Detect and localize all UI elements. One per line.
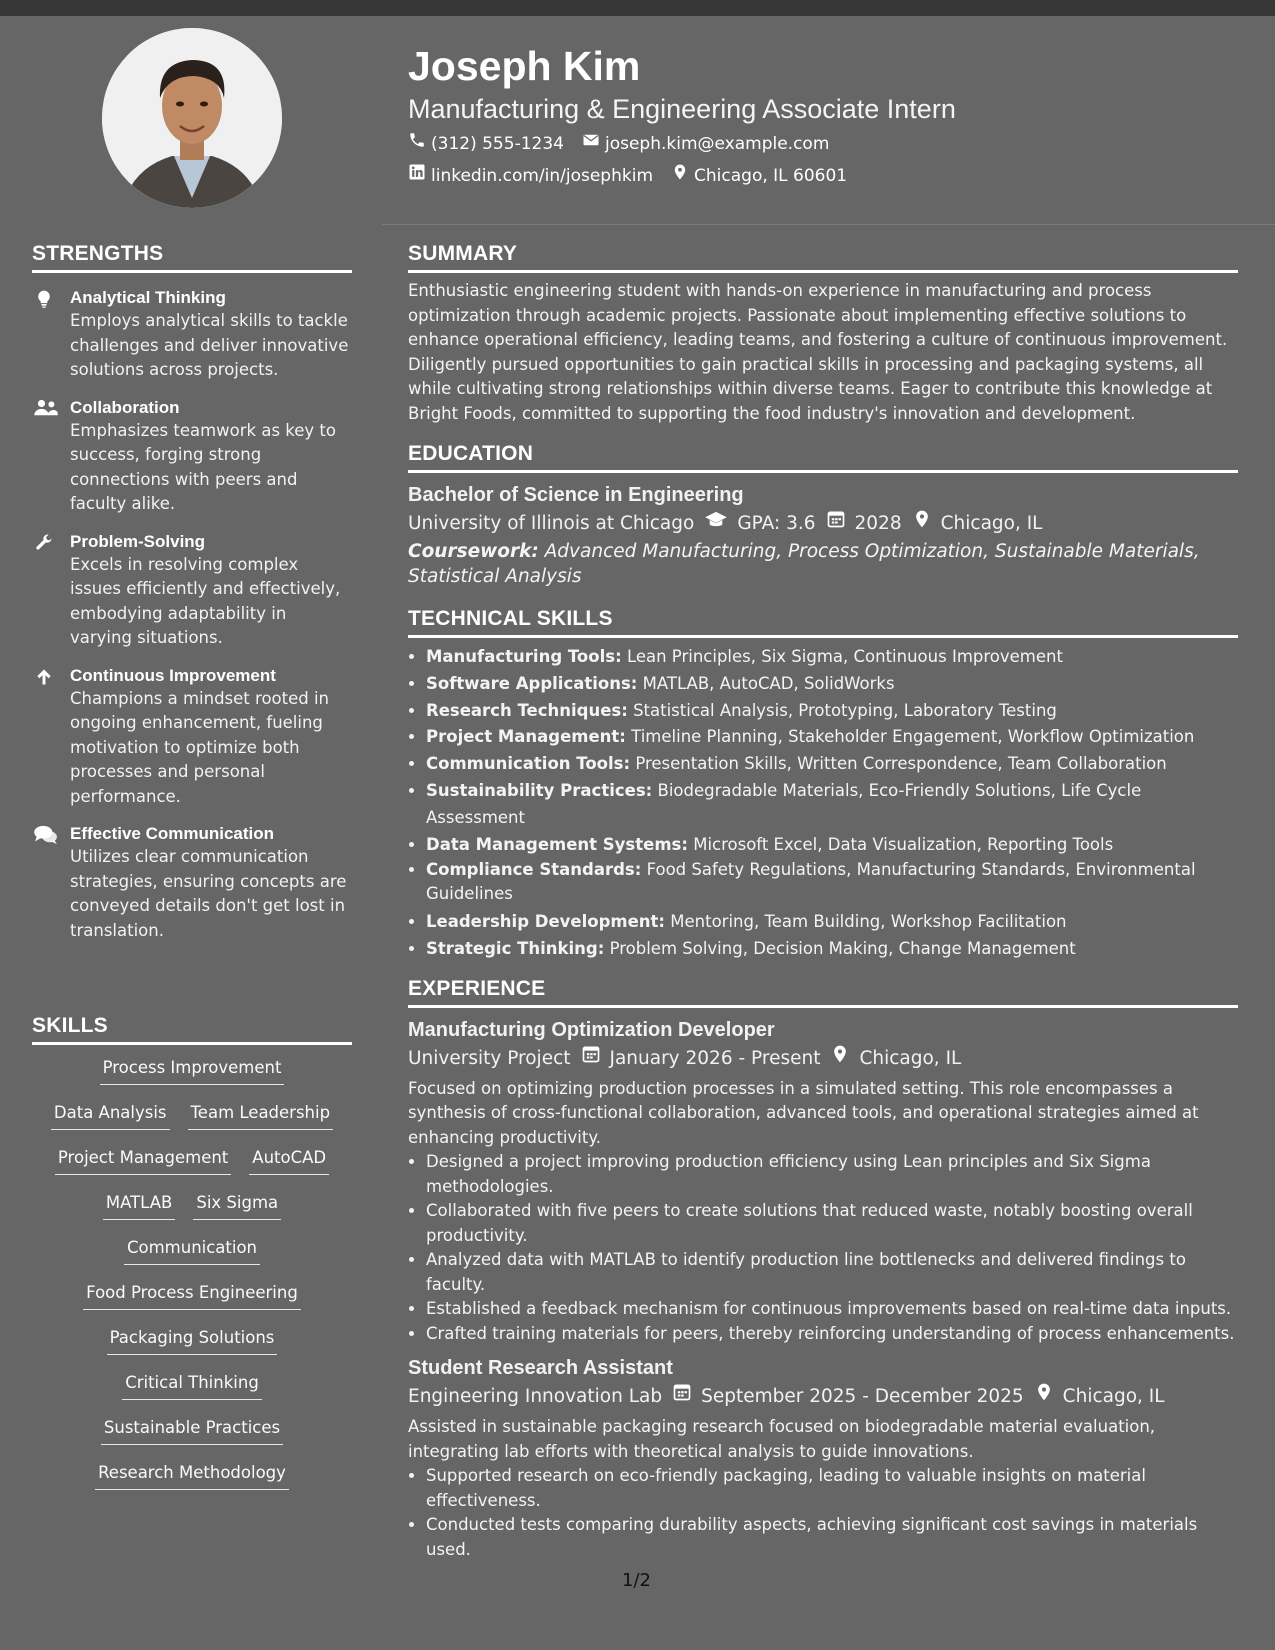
skill-tag: MATLAB	[103, 1190, 176, 1220]
skill-tag: Data Analysis	[51, 1100, 170, 1130]
map-pin-icon	[671, 160, 689, 192]
job-org: University Project	[408, 1047, 571, 1069]
education-section	[408, 442, 1238, 589]
graduation-year: 2028	[854, 513, 902, 534]
job-location: Chicago, IL	[1062, 1386, 1165, 1408]
gpa: GPA: 3.6	[737, 513, 816, 534]
email-contact[interactable]	[582, 128, 829, 160]
degree-title: Bachelor of Science in Engineering	[408, 484, 744, 506]
skills-section	[32, 1014, 352, 1505]
skill-tag: Project Management	[55, 1145, 231, 1175]
job-entry	[408, 1354, 1238, 1562]
phone-contact	[408, 128, 564, 160]
calendar-icon	[672, 1382, 692, 1412]
technical-skills-section	[408, 607, 1238, 963]
email-text[interactable]: joseph.kim@example.com	[604, 134, 830, 154]
education-meta	[408, 509, 1238, 539]
job-desc: Assisted in sustainable packaging research focused on biodegradable material evaluation, integrating lab efforts with theoretical analysis to guide innovations.	[408, 1417, 1156, 1461]
users-icon	[34, 399, 56, 421]
list-item: • Project Management: Timeline Planning, Stakeholder Engagement, Workflow Optimization	[426, 724, 1238, 751]
list-item: • Collaborated with five peers to create solutions that reduced waste, notably boosting overall productivity.	[426, 1199, 1238, 1248]
coursework-list: Advanced Manufacturing, Process Optimization, Sustainable Materials, Statistical Analysis	[408, 541, 1200, 587]
linkedin-contact[interactable]	[408, 160, 653, 192]
lightbulb-icon	[34, 289, 56, 311]
skill-tag: Sustainable Practices	[101, 1415, 283, 1445]
contact-row-1	[408, 128, 1238, 160]
map-pin-icon	[912, 509, 932, 539]
skill-tag: Team Leadership	[188, 1100, 334, 1130]
list-item: • Communication Tools: Presentation Skills, Written Correspondence, Team Collaboration	[426, 751, 1238, 778]
location-contact	[671, 160, 847, 192]
list-item: • Software Applications: MATLAB, AutoCAD, SolidWorks	[426, 671, 1238, 698]
linkedin-text[interactable]: linkedin.com/in/josephkim	[431, 166, 654, 186]
strength-title: Effective Communication	[70, 824, 275, 843]
skill-tags	[32, 1055, 352, 1505]
summary-text: Enthusiastic engineering student with hands-on experience in manufacturing and process optimization through academic projects. Passionate about implementing effective solutions to enhance operational efficiency, leading teams, and fostering a culture of continuous improvement. Diligently pursued opportunities to gain practical skills in processing and packaging systems, all while cultivating strong relationships within diverse teams. Eager to contribute this knowledge at Bright Foods, committed to supporting the food industry's innovation and development.	[408, 281, 1228, 423]
calendar-icon	[826, 509, 846, 539]
job-meta	[408, 1044, 1238, 1074]
summary-title: SUMMARY	[408, 242, 1238, 273]
strengths-title: STRENGTHS	[32, 242, 352, 273]
strength-item	[32, 665, 352, 810]
skill-tag: Critical Thinking	[122, 1370, 262, 1400]
strength-item	[32, 397, 352, 517]
strength-title: Problem-Solving	[70, 531, 206, 551]
strength-desc: Excels in resolving complex issues efficiently and effectively, embodying adaptability in varying situations.	[70, 554, 341, 647]
header-divider	[382, 224, 1275, 225]
skill-tag: AutoCAD	[249, 1145, 329, 1175]
strength-item	[32, 531, 352, 651]
comments-icon	[34, 825, 56, 847]
coursework-label: Coursework:	[408, 541, 539, 562]
education-title: EDUCATION	[408, 442, 1238, 473]
list-item: • Sustainability Practices: Biodegradable Materials, Eco-Friendly Solutions, Life Cycle Assessment	[426, 778, 1238, 832]
strength-title: Analytical Thinking	[70, 288, 226, 307]
coursework	[408, 539, 1238, 589]
technical-skills-list	[408, 644, 1238, 963]
job-bullets	[408, 1150, 1238, 1346]
candidate-name: Joseph Kim	[408, 43, 641, 89]
list-item: • Established a feedback mechanism for continuous improvements based on real-time data inputs.	[426, 1297, 1238, 1322]
list-item: • Supported research on eco-friendly packaging, leading to valuable insights on material effectiveness.	[426, 1464, 1238, 1513]
skill-tag: Process Improvement	[100, 1055, 285, 1085]
job-location: Chicago, IL	[859, 1047, 962, 1069]
strengths-section	[32, 242, 352, 943]
job-dates: September 2025 - December 2025	[701, 1386, 1024, 1408]
school-location: Chicago, IL	[940, 513, 1043, 534]
location-text: Chicago, IL 60601	[694, 166, 848, 186]
list-item: • Analyzed data with MATLAB to identify production line bottlenecks and delivered findings to faculty.	[426, 1248, 1238, 1297]
job-org: Engineering Innovation Lab	[408, 1386, 663, 1408]
job-title: Manufacturing Optimization Developer	[408, 1018, 775, 1041]
list-item: • Conducted tests comparing durability aspects, achieving significant cost savings in materials used.	[426, 1513, 1238, 1562]
resume-header	[408, 40, 1238, 192]
experience-title: EXPERIENCE	[408, 977, 1238, 1008]
school-name: University of Illinois at Chicago	[408, 513, 695, 534]
technical-skills-title: TECHNICAL SKILLS	[408, 607, 1238, 638]
list-item: • Strategic Thinking: Problem Solving, Decision Making, Change Management	[426, 936, 1238, 963]
map-pin-icon	[1034, 1382, 1054, 1412]
list-item: • Compliance Standards: Food Safety Regulations, Manufacturing Standards, Environmental Guidelines	[426, 858, 1238, 909]
list-item: • Leadership Development: Mentoring, Team Building, Workshop Facilitation	[426, 909, 1238, 936]
summary-section	[408, 242, 1238, 426]
job-title: Student Research Assistant	[408, 1357, 673, 1380]
envelope-icon	[582, 128, 600, 160]
top-bar	[0, 0, 1275, 16]
job-bullets	[408, 1464, 1238, 1562]
skill-tag: Packaging Solutions	[107, 1325, 278, 1355]
skill-tag: Research Methodology	[95, 1460, 289, 1490]
linkedin-icon	[408, 160, 426, 192]
list-item: • Manufacturing Tools: Lean Principles, Six Sigma, Continuous Improvement	[426, 644, 1238, 671]
graduation-cap-icon	[704, 509, 728, 539]
skill-tag: Six Sigma	[193, 1190, 281, 1220]
strength-desc: Employs analytical skills to tackle challenges and deliver innovative solutions across projects.	[70, 311, 349, 379]
map-pin-icon	[830, 1044, 850, 1074]
strength-desc: Champions a mindset rooted in ongoing enhancement, fueling motivation to optimize both processes and personal performance.	[70, 688, 330, 806]
skill-tag: Communication	[124, 1235, 260, 1265]
job-entry	[408, 1016, 1238, 1347]
job-meta	[408, 1382, 1238, 1412]
list-item: • Research Techniques: Statistical Analysis, Prototyping, Laboratory Testing	[426, 698, 1238, 725]
strength-item	[32, 287, 352, 383]
contact-row-2	[408, 160, 1238, 192]
strength-title: Continuous Improvement	[70, 665, 276, 685]
list-item: • Crafted training materials for peers, thereby reinforcing understanding of process enhancements.	[426, 1322, 1238, 1347]
phone-text: (312) 555-1234	[431, 134, 564, 154]
main-column	[408, 242, 1238, 1562]
job-desc: Focused on optimizing production processes in a simulated setting. This role encompasses a synthesis of cross-functional collaboration, advanced tools, and operational strategies aimed at enhancing productivity.	[408, 1078, 1199, 1147]
list-item: • Data Management Systems: Microsoft Excel, Data Visualization, Reporting Tools	[426, 832, 1238, 859]
job-dates: January 2026 - Present	[609, 1047, 821, 1069]
candidate-role: Manufacturing & Engineering Associate Intern	[408, 94, 956, 124]
page-number: 1/2	[622, 1570, 651, 1591]
experience-section	[408, 977, 1238, 1563]
list-item: • Designed a project improving production efficiency using Lean principles and Six Sigma methodologies.	[426, 1150, 1238, 1199]
arrow-up-icon	[34, 667, 56, 689]
wrench-icon	[34, 533, 56, 555]
phone-icon	[408, 128, 426, 160]
strength-item	[32, 823, 352, 943]
skill-tag: Food Process Engineering	[83, 1280, 301, 1310]
strength-title: Collaboration	[70, 397, 180, 417]
strength-desc: Utilizes clear communication strategies, ensuring concepts are conveyed details don't get lost in translation.	[70, 847, 347, 940]
calendar-icon	[581, 1044, 601, 1074]
strength-desc: Emphasizes teamwork as key to success, forging strong connections with peers and faculty alike.	[70, 420, 336, 513]
skills-title: SKILLS	[32, 1014, 352, 1045]
profile-photo	[102, 28, 282, 208]
